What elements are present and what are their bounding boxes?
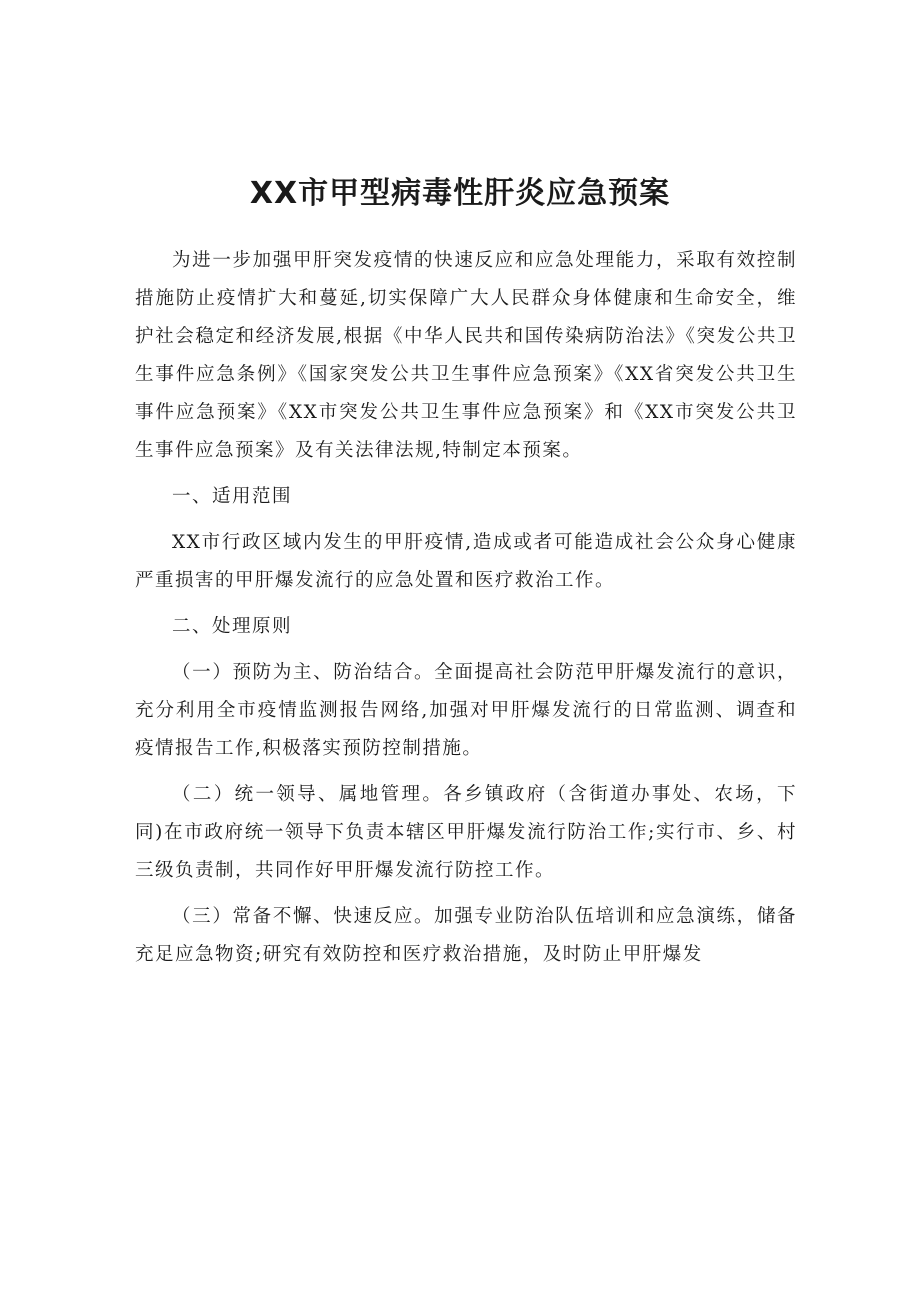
document-body: [135, 242, 797, 982]
section-heading-principles: 二、处理原则: [172, 616, 293, 637]
document-title: XX市甲型病毒性肝炎应急预案: [249, 176, 671, 211]
intro-paragraph: 为进一步加强甲肝突发疫情的快速反应和应急处理能力，采取有效控制措施防止疫情扩大和蔓延,切实保障广大人民群众身体健康和生命安全，维护社会稳定和经济发展,根据《中华人民共和国传染病防治法》《突发公共卫生事件应急条例》《国家突发公共卫生事件应急预案》《XX省突发公共卫生事件应急预案》《XX市突发公共卫生事件应急预案》和《XX市突发公共卫生事件应急预案》及有关法律法规,特制定本预案。: [135, 250, 797, 461]
scope-paragraph: XX市行政区域内发生的甲肝疫情,造成或者可能造成社会公众身心健康严重损害的甲肝爆发流行的应急处置和医疗救治工作。: [135, 532, 797, 591]
principle-paragraph-3: （三）常备不懈、快速反应。加强专业防治队伍培训和应急演练，储备充足应急物资;研究有效防控和医疗救治措施，及时防止甲肝爆发: [135, 906, 797, 965]
section-heading-scope: 一、适用范围: [172, 486, 293, 507]
principle-paragraph-1: （一）预防为主、防治结合。全面提高社会防范甲肝爆发流行的意识，充分利用全市疫情监测报告网络,加强对甲肝爆发流行的日常监测、调查和疫情报告工作,积极落实预防控制措施。: [135, 662, 797, 759]
principle-paragraph-2: （二）统一领导、属地管理。各乡镇政府（含街道办事处、农场，下同)在市政府统一领导下负责本辖区甲肝爆发流行防治工作;实行市、乡、村三级负责制，共同作好甲肝爆发流行防控工作。: [135, 784, 797, 881]
